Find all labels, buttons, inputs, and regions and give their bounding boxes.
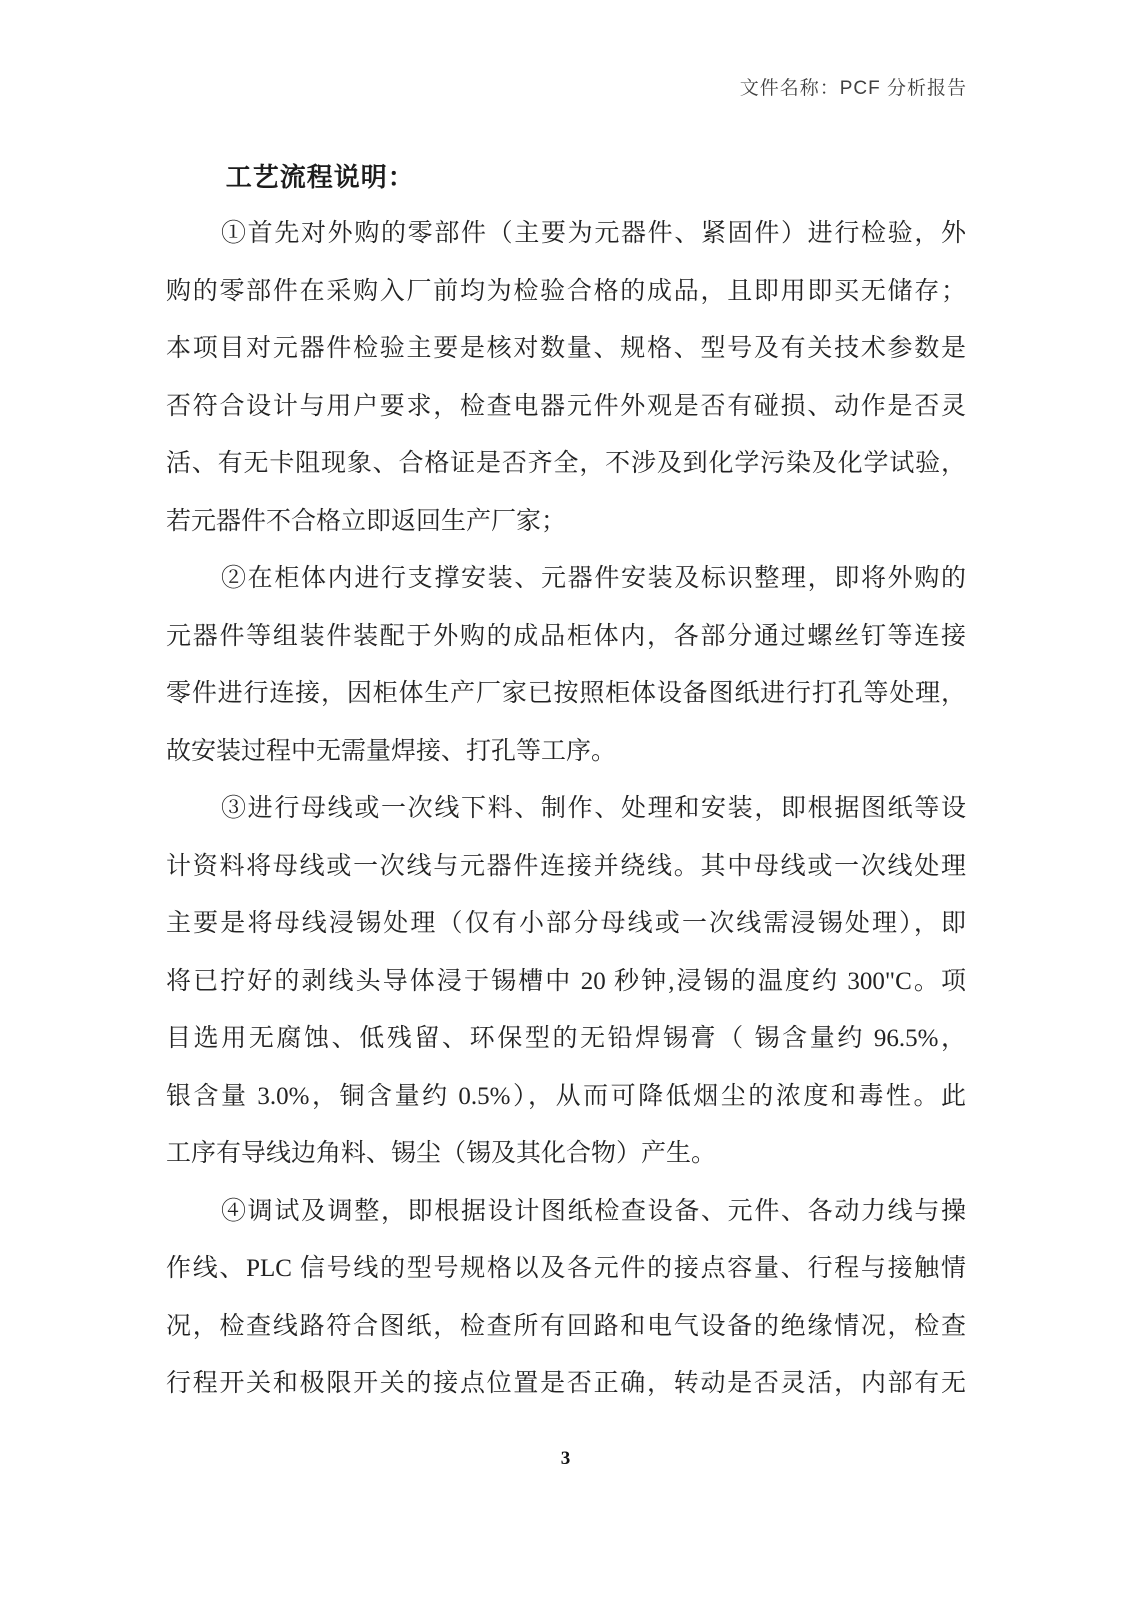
paragraph-line: 元器件等组装件装配于外购的成品柜体内，各部分通过螺丝钉等连接 [166, 622, 966, 650]
paragraph-line: 零件进行连接，因柜体生产厂家已按照柜体设备图纸进行打孔等处理， [166, 680, 966, 707]
paragraph-1 [166, 205, 966, 550]
paragraph-line: 计资料将母线或一次线与元器件连接并绕线。其中母线或一次线处理 [166, 852, 966, 880]
paragraph-line: 主要是将母线浸锡处理（仅有小部分母线或一次线需浸锡处理），即 [166, 910, 966, 937]
paragraph-line: 作线、PLC 信号线的型号规格以及各元件的接点容量、行程与接触情 [166, 1255, 966, 1282]
paragraph-line: 工序有导线边角料、锡尘（锡及其化合物）产生。 [166, 1140, 717, 1167]
section-title: 工艺流程说明： [225, 163, 415, 192]
paragraph-line: ①首先对外购的零部件（主要为元器件、紧固件）进行检验，外 [221, 220, 966, 247]
paragraph-line: 银含量 3.0%，铜含量约 0.5%），从而可降低烟尘的浓度和毒性。此 [166, 1082, 966, 1110]
paragraph-line: ④调试及调整，即根据设计图纸检查设备、元件、各动力线与操 [221, 1197, 966, 1225]
paragraph-line: 活、有无卡阻现象、合格证是否齐全，不涉及到化学污染及化学试验， [166, 450, 966, 477]
paragraph-line: 否符合设计与用户要求，检查电器元件外观是否有碰损、动作是否灵 [166, 392, 966, 420]
paragraph-line: 本项目对元器件检验主要是核对数量、规格、型号及有关技术参数是 [166, 335, 966, 362]
paragraph-line: 目选用无腐蚀、低残留、环保型的无铅焊锡膏（ 锡含量约 96.5%， [166, 1025, 966, 1052]
paragraph-line: 故安装过程中无需量焊接、打孔等工序。 [166, 737, 617, 765]
paragraph-line: ③进行母线或一次线下料、制作、处理和安装，即根据图纸等设 [221, 795, 966, 822]
header-filename-label: 文件名称：PCF 分析报告 [739, 78, 967, 99]
paragraph-4 [166, 1183, 966, 1413]
page-footer [0, 1448, 1131, 1470]
paragraph-line: 况，检查线路符合图纸，检查所有回路和电气设备的绝缘情况，检查 [166, 1312, 966, 1340]
paragraph-line: 若元器件不合格立即返回生产厂家； [166, 507, 567, 535]
paragraph-line: 行程开关和极限开关的接点位置是否正确，转动是否灵活，内部有无 [166, 1370, 966, 1397]
document-header [740, 76, 967, 102]
paragraph-line: 购的零部件在采购入厂前均为检验合格的成品，且即用即买无储存； [166, 277, 966, 305]
page-number: 3 [560, 1448, 571, 1469]
paragraph-line: ②在柜体内进行支撑安装、元器件安装及标识整理，即将外购的 [221, 565, 966, 592]
paragraph-line: 将已拧好的剥线头导体浸于锡槽中 20 秒钟,浸锡的温度约 300"C。项 [166, 967, 966, 995]
paragraph-2 [166, 550, 966, 780]
paragraph-3 [166, 780, 966, 1183]
document-body [166, 150, 966, 1413]
